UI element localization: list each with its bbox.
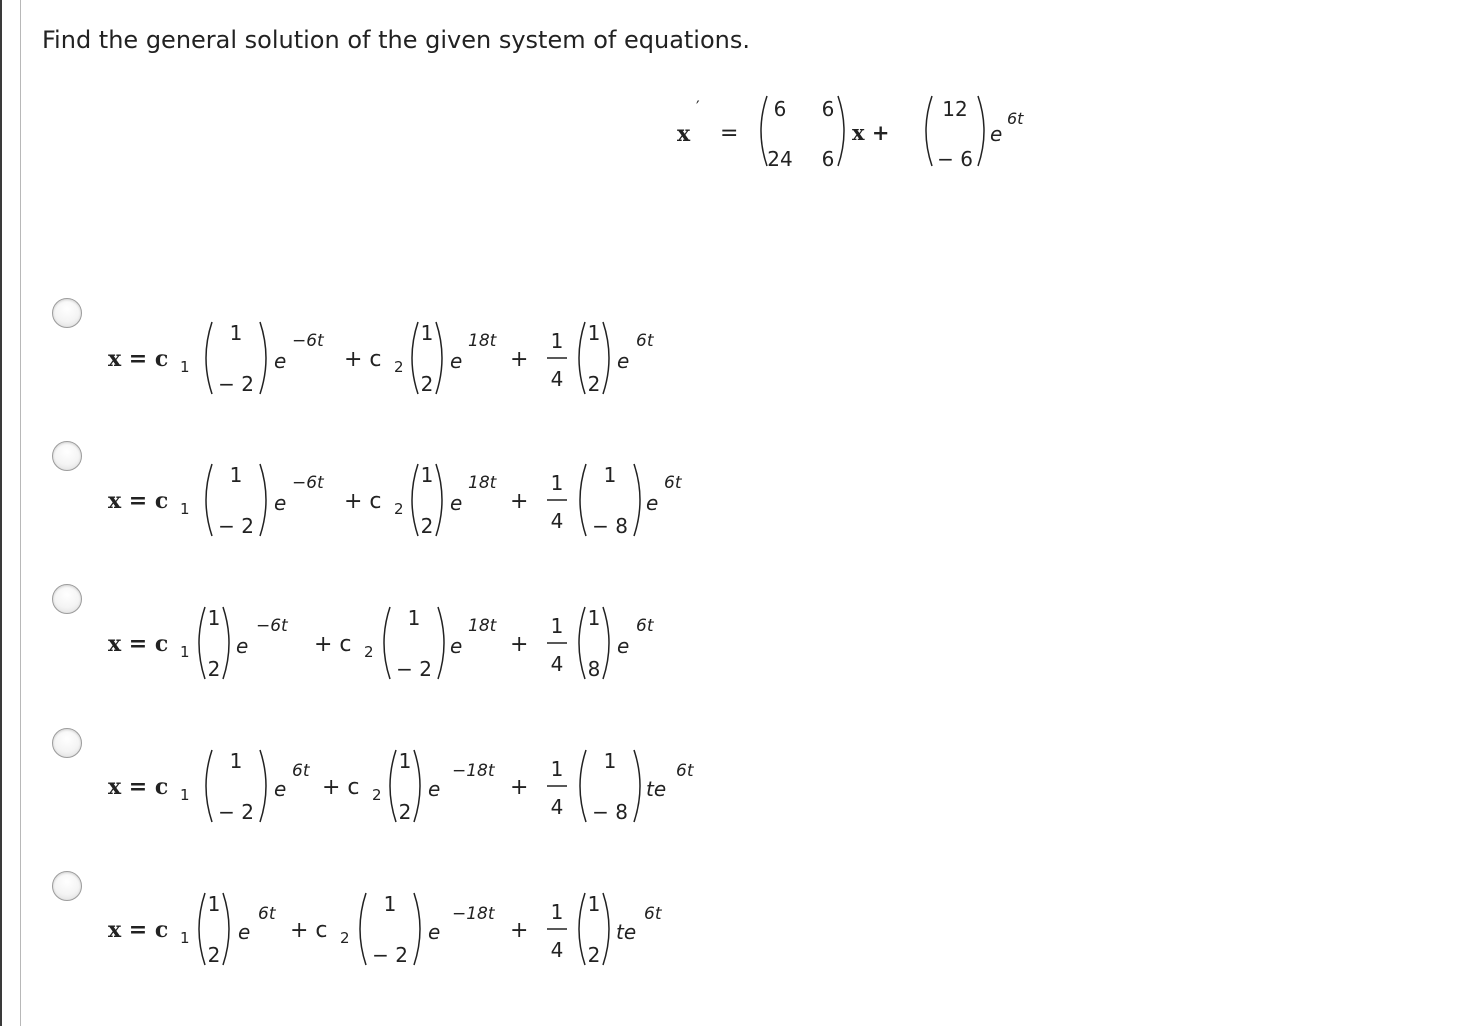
eq-x-plus: x +	[852, 120, 890, 145]
option-3-formula	[108, 606, 655, 681]
option-3-v1-bottom: 2	[207, 657, 221, 681]
option-4-c2-sub: 2	[372, 786, 382, 804]
option-2-plus-c: + c	[344, 489, 382, 514]
option-4-v2-top: 1	[398, 749, 412, 773]
question-prompt: Find the general solution of the given system of equations.	[42, 26, 750, 54]
option-4-formula	[108, 749, 695, 824]
option-4-plus-c: + c	[322, 775, 360, 800]
eq-prime: ′	[696, 97, 700, 116]
option-3-e3: e	[617, 634, 630, 658]
eq-equals: =	[720, 121, 739, 146]
option-2-v1-top: 1	[229, 463, 243, 487]
option-2-exp1: −6t	[292, 473, 324, 493]
option-1-e3: e	[617, 349, 630, 373]
option-5-v1-top: 1	[207, 892, 221, 916]
option-2-v2-bottom: 2	[420, 514, 434, 538]
option-5-v2-top: 1	[383, 892, 397, 916]
option-4-lhs: x = c	[108, 774, 169, 800]
eq-matrix-a22: 6	[821, 147, 835, 171]
eq-matrix-a21: 24	[767, 147, 793, 171]
option-3-radio[interactable]	[52, 584, 82, 614]
option-1-exp1: −6t	[292, 331, 324, 351]
option-4-v3-top: 1	[603, 749, 617, 773]
eq-vector-right-paren	[978, 96, 984, 166]
option-4-c1-sub: 1	[180, 786, 190, 804]
option-2-v2-right-paren	[436, 464, 442, 536]
option-1-lhs: x = c	[108, 346, 169, 372]
option-2-c1-sub: 1	[180, 500, 190, 518]
eq-exponent: 6t	[1007, 109, 1024, 128]
option-1-v3-bottom: 2	[587, 372, 601, 396]
option-2-v3-left-paren	[580, 464, 586, 536]
eq-x: x	[677, 121, 691, 147]
option-1-v2-left-paren	[412, 322, 418, 394]
option-5-e2: e	[428, 920, 441, 944]
option-2-c2-sub: 2	[394, 500, 404, 518]
option-3-frac-num: 1	[550, 614, 564, 638]
option-3-plus-c: + c	[314, 632, 352, 657]
option-1-v3-right-paren	[603, 322, 609, 394]
option-4-v1-bottom: − 2	[218, 800, 254, 824]
option-2-v3-top: 1	[603, 463, 617, 487]
option-5-v1-left-paren	[199, 893, 205, 965]
option-5-exp1: 6t	[258, 904, 276, 924]
option-3-exp1: −6t	[256, 616, 288, 636]
option-1-exp2: 18t	[468, 331, 497, 351]
option-4-v2-left-paren	[390, 750, 396, 822]
option-1-c1-sub: 1	[180, 358, 190, 376]
option-4-plus: +	[510, 775, 529, 800]
option-1-frac-num: 1	[550, 329, 564, 353]
option-3-v1-left-paren	[199, 607, 205, 679]
option-3-c1-sub: 1	[180, 643, 190, 661]
option-5-plus: +	[510, 918, 529, 943]
option-4-v1-right-paren	[260, 750, 266, 822]
option-3-v2-left-paren	[384, 607, 390, 679]
option-1-v1-top: 1	[229, 321, 243, 345]
option-3-v3-top: 1	[587, 606, 601, 630]
option-4-radio[interactable]	[52, 728, 82, 758]
option-1-v2-bottom: 2	[420, 372, 434, 396]
option-3-v1-right-paren	[223, 607, 229, 679]
option-1-e1: e	[274, 349, 287, 373]
eq-matrix-a11: 6	[773, 97, 787, 121]
option-4-v2-bottom: 2	[398, 800, 412, 824]
option-5-plus-c: + c	[290, 918, 328, 943]
option-4-exp2: −18t	[452, 761, 495, 781]
option-3-v3-left-paren	[579, 607, 585, 679]
option-5-e3: te	[616, 920, 637, 944]
option-1-v3-left-paren	[579, 322, 585, 394]
option-5-exp3: 6t	[644, 904, 662, 924]
option-4-e2: e	[428, 777, 441, 801]
option-1-v1-bottom: − 2	[218, 372, 254, 396]
option-4-exp1: 6t	[292, 761, 310, 781]
option-5-v1-bottom: 2	[207, 943, 221, 967]
option-3-v2-top: 1	[407, 606, 421, 630]
option-2-frac-num: 1	[550, 471, 564, 495]
option-3-v1-top: 1	[207, 606, 221, 630]
eq-e: e	[990, 122, 1003, 146]
option-4-e3: te	[646, 777, 667, 801]
option-1-v2-right-paren	[436, 322, 442, 394]
option-1-plus: +	[510, 347, 529, 372]
option-5-c2-sub: 2	[340, 929, 350, 947]
option-1-v1-left-paren	[206, 322, 212, 394]
option-3-exp3: 6t	[636, 616, 654, 636]
option-2-exp3: 6t	[664, 473, 682, 493]
option-4-v1-top: 1	[229, 749, 243, 773]
option-2-e3: e	[646, 491, 659, 515]
eq-matrix-right-paren	[838, 96, 844, 166]
option-4-frac-den: 4	[550, 795, 564, 819]
option-3-v3-bottom: 8	[587, 657, 601, 681]
option-2-v3-right-paren	[634, 464, 640, 536]
option-4-v3-right-paren	[634, 750, 640, 822]
option-5-radio[interactable]	[52, 871, 82, 901]
eq-matrix-left-paren	[761, 96, 767, 166]
option-1-e2: e	[450, 349, 463, 373]
option-2-v2-left-paren	[412, 464, 418, 536]
option-2-e2: e	[450, 491, 463, 515]
option-1-c2-sub: 2	[394, 358, 404, 376]
option-5-v1-right-paren	[223, 893, 229, 965]
option-2-exp2: 18t	[468, 473, 497, 493]
option-1-v1-right-paren	[260, 322, 266, 394]
option-5-v3-bottom: 2	[587, 943, 601, 967]
option-2-formula	[108, 463, 683, 538]
option-5-v2-left-paren	[360, 893, 366, 965]
eq-vector-left-paren	[926, 96, 932, 166]
option-2-lhs: x = c	[108, 488, 169, 514]
option-4-e1: e	[274, 777, 287, 801]
option-3-e2: e	[450, 634, 463, 658]
option-4-v1-left-paren	[206, 750, 212, 822]
option-1-v3-top: 1	[587, 321, 601, 345]
option-5-formula	[108, 892, 663, 967]
option-2-v3-bottom: − 8	[592, 514, 628, 538]
option-5-lhs: x = c	[108, 917, 169, 943]
option-2-radio[interactable]	[52, 441, 82, 471]
option-3-e1: e	[236, 634, 249, 658]
option-5-frac-num: 1	[550, 900, 564, 924]
option-2-frac-den: 4	[550, 509, 564, 533]
option-2-v1-right-paren	[260, 464, 266, 536]
option-4-v3-bottom: − 8	[592, 800, 628, 824]
given-equation	[677, 96, 1024, 171]
option-1-radio[interactable]	[52, 298, 82, 328]
option-5-exp2: −18t	[452, 904, 495, 924]
option-1-plus-c: + c	[344, 347, 382, 372]
option-2-v1-bottom: − 2	[218, 514, 254, 538]
option-3-c2-sub: 2	[364, 643, 374, 661]
option-4-v2-right-paren	[414, 750, 420, 822]
option-2-e1: e	[274, 491, 287, 515]
eq-matrix-a12: 6	[821, 97, 835, 121]
option-4-frac-num: 1	[550, 757, 564, 781]
option-2-v2-top: 1	[420, 463, 434, 487]
option-1-exp3: 6t	[636, 331, 654, 351]
option-2-plus: +	[510, 489, 529, 514]
option-3-v2-bottom: − 2	[396, 657, 432, 681]
eq-vector-bottom: − 6	[937, 147, 973, 171]
option-5-v3-right-paren	[603, 893, 609, 965]
eq-vector-top: 12	[942, 97, 968, 121]
option-5-v2-bottom: − 2	[372, 943, 408, 967]
option-5-c1-sub: 1	[180, 929, 190, 947]
option-5-v3-left-paren	[579, 893, 585, 965]
option-3-v2-right-paren	[438, 607, 444, 679]
option-3-v3-right-paren	[603, 607, 609, 679]
option-2-v1-left-paren	[206, 464, 212, 536]
option-1-formula	[108, 321, 655, 396]
option-3-lhs: x = c	[108, 631, 169, 657]
option-5-frac-den: 4	[550, 938, 564, 962]
option-5-v2-right-paren	[414, 893, 420, 965]
option-3-exp2: 18t	[468, 616, 497, 636]
option-5-e1: e	[238, 920, 251, 944]
option-1-v2-top: 1	[420, 321, 434, 345]
option-5-v3-top: 1	[587, 892, 601, 916]
option-4-v3-left-paren	[580, 750, 586, 822]
option-4-exp3: 6t	[676, 761, 694, 781]
option-1-frac-den: 4	[550, 367, 564, 391]
option-3-plus: +	[510, 632, 529, 657]
option-3-frac-den: 4	[550, 652, 564, 676]
